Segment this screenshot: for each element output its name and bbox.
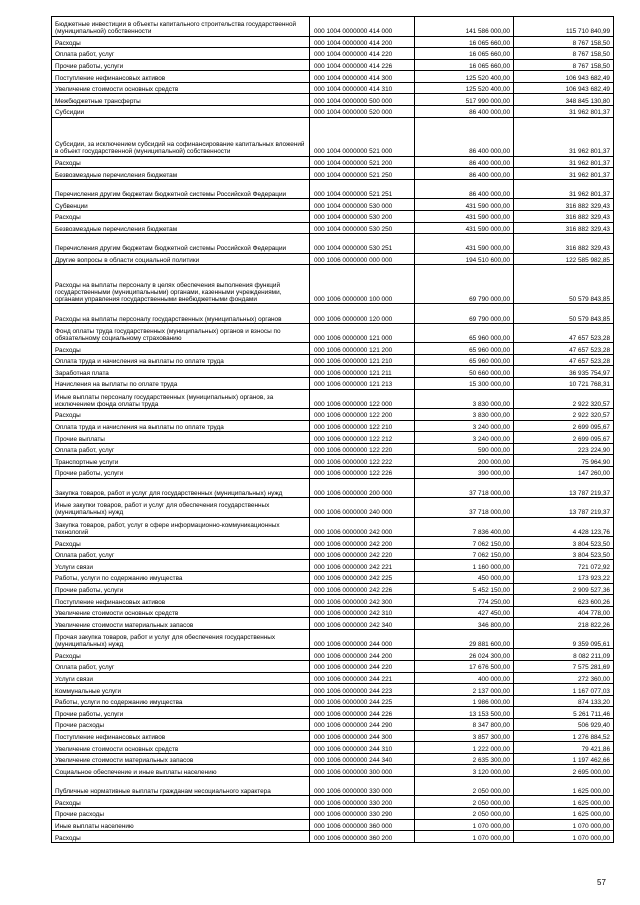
row-executed-amount: 1 276 884,52 <box>514 730 614 742</box>
row-approved-amount: 7 062 150,00 <box>415 537 514 549</box>
row-code: 000 1004 0000000 530 251 <box>310 234 415 254</box>
row-executed-amount: 47 657 523,28 <box>514 354 614 366</box>
row-name: Прочие работы, услуги <box>52 467 310 479</box>
table-row <box>52 168 614 180</box>
row-name: Перечисления другим бюджетам бюджетной системы Российской Федерации <box>52 234 310 254</box>
row-approved-amount: 37 718 000,00 <box>415 478 514 498</box>
row-name: Прочая закупка товаров, работ и услуг для обеспечения государственных (муниципальных) нужд <box>52 629 310 649</box>
row-executed-amount: 9 359 095,61 <box>514 629 614 649</box>
row-executed-amount: 13 787 219,37 <box>514 478 614 498</box>
row-executed-amount: 1 625 000,00 <box>514 776 614 796</box>
row-executed-amount: 2 699 095,67 <box>514 420 614 432</box>
table-row <box>52 467 614 479</box>
row-name: Расходы на выплаты персоналу государственных (муниципальных) органов <box>52 304 310 324</box>
row-code: 000 1006 0000000 120 000 <box>310 304 415 324</box>
row-code: 000 1006 0000000 200 000 <box>310 478 415 498</box>
row-executed-amount: 1 625 000,00 <box>514 808 614 820</box>
table-row <box>52 498 614 518</box>
row-name: Заработная плата <box>52 366 310 378</box>
row-code: 000 1004 0000000 414 200 <box>310 36 415 48</box>
row-approved-amount: 431 590 000,00 <box>415 199 514 211</box>
row-name: Увеличение стоимости материальных запасов <box>52 618 310 630</box>
row-code: 000 1006 0000000 121 200 <box>310 343 415 355</box>
row-approved-amount: 774 250,00 <box>415 595 514 607</box>
row-name: Начисления на выплаты по оплате труда <box>52 378 310 390</box>
row-name: Расходы <box>52 156 310 168</box>
row-approved-amount: 86 400 000,00 <box>415 106 514 118</box>
row-executed-amount: 3 804 523,50 <box>514 537 614 549</box>
row-executed-amount: 50 579 843,85 <box>514 304 614 324</box>
row-code: 000 1006 0000000 242 220 <box>310 548 415 560</box>
row-executed-amount: 47 657 523,28 <box>514 343 614 355</box>
table-row <box>52 548 614 560</box>
table-row <box>52 179 614 199</box>
row-executed-amount: 1 167 077,03 <box>514 684 614 696</box>
row-approved-amount: 125 520 400,00 <box>415 82 514 94</box>
row-name: Поступление нефинансовых активов <box>52 730 310 742</box>
row-approved-amount: 517 990 000,00 <box>415 94 514 106</box>
row-name: Увеличение стоимости основных средств <box>52 82 310 94</box>
row-executed-amount: 8 767 158,50 <box>514 36 614 48</box>
row-approved-amount: 29 881 600,00 <box>415 629 514 649</box>
table-row <box>52 117 614 156</box>
row-code: 000 1006 0000000 330 200 <box>310 796 415 808</box>
row-approved-amount: 3 120 000,00 <box>415 765 514 777</box>
row-approved-amount: 16 065 660,00 <box>415 36 514 48</box>
row-name: Расходы <box>52 409 310 421</box>
row-approved-amount: 50 660 000,00 <box>415 366 514 378</box>
row-executed-amount: 1 197 462,66 <box>514 753 614 765</box>
row-name: Безвозмездные перечисления бюджетам <box>52 222 310 234</box>
row-code: 000 1004 0000000 414 300 <box>310 71 415 83</box>
row-code: 000 1004 0000000 530 250 <box>310 222 415 234</box>
row-name: Прочие выплаты <box>52 432 310 444</box>
table-row <box>52 443 614 455</box>
row-name: Увеличение стоимости основных средств <box>52 742 310 754</box>
table-row <box>52 718 614 730</box>
row-executed-amount: 1 625 000,00 <box>514 796 614 808</box>
row-code: 000 1006 0000000 122 220 <box>310 443 415 455</box>
row-approved-amount: 8 347 800,00 <box>415 718 514 730</box>
row-name: Прочие расходы <box>52 718 310 730</box>
row-approved-amount: 13 153 500,00 <box>415 707 514 719</box>
row-code: 000 1006 0000000 244 000 <box>310 629 415 649</box>
table-row <box>52 730 614 742</box>
row-executed-amount: 218 822,26 <box>514 618 614 630</box>
row-code: 000 1006 0000000 242 300 <box>310 595 415 607</box>
row-executed-amount: 721 072,92 <box>514 560 614 572</box>
row-executed-amount: 2 699 095,67 <box>514 432 614 444</box>
row-name: Прочие работы, услуги <box>52 583 310 595</box>
row-name: Закупка товаров, работ и услуг для государственных (муниципальных) нужд <box>52 478 310 498</box>
row-approved-amount: 3 857 300,00 <box>415 730 514 742</box>
budget-execution-table <box>51 16 614 843</box>
row-code: 000 1006 0000000 121 213 <box>310 378 415 390</box>
row-approved-amount: 427 450,00 <box>415 606 514 618</box>
row-name: Субвенции <box>52 199 310 211</box>
row-approved-amount: 3 830 000,00 <box>415 389 514 409</box>
row-executed-amount: 2 922 320,57 <box>514 389 614 409</box>
table-row <box>52 808 614 820</box>
row-executed-amount: 106 943 682,49 <box>514 82 614 94</box>
row-code: 000 1004 0000000 521 200 <box>310 156 415 168</box>
row-approved-amount: 2 137 000,00 <box>415 684 514 696</box>
row-approved-amount: 125 520 400,00 <box>415 71 514 83</box>
row-code: 000 1006 0000000 330 290 <box>310 808 415 820</box>
row-code: 000 1006 0000000 122 200 <box>310 409 415 421</box>
table-row <box>52 618 614 630</box>
row-name: Фонд оплаты труда государственных (муниципальных) органов и взносы по обязательному социальному страхованию <box>52 323 310 343</box>
row-code: 000 1006 0000000 360 200 <box>310 831 415 843</box>
row-executed-amount: 147 260,00 <box>514 467 614 479</box>
row-code: 000 1006 0000000 242 310 <box>310 606 415 618</box>
table-row <box>52 210 614 222</box>
row-approved-amount: 1 070 000,00 <box>415 819 514 831</box>
row-code: 000 1004 0000000 414 000 <box>310 17 415 37</box>
row-name: Социальное обеспечение и иные выплаты населению <box>52 765 310 777</box>
row-executed-amount: 4 428 123,76 <box>514 517 614 537</box>
row-name: Субсидии, за исключением субсидий на софинансирование капитальных вложений в объект государственной (муниципальной) собственности <box>52 117 310 156</box>
row-approved-amount: 65 960 000,00 <box>415 354 514 366</box>
row-code: 000 1006 0000000 122 212 <box>310 432 415 444</box>
row-executed-amount: 173 923,22 <box>514 571 614 583</box>
row-name: Прочие работы, услуги <box>52 59 310 71</box>
row-name: Увеличение стоимости материальных запасов <box>52 753 310 765</box>
row-executed-amount: 316 882 329,43 <box>514 210 614 222</box>
row-code: 000 1006 0000000 240 000 <box>310 498 415 518</box>
row-code: 000 1004 0000000 521 250 <box>310 168 415 180</box>
row-code: 000 1004 0000000 521 251 <box>310 179 415 199</box>
row-executed-amount: 122 585 982,85 <box>514 253 614 265</box>
row-executed-amount: 50 579 843,85 <box>514 265 614 304</box>
row-name: Оплата работ, услуг <box>52 661 310 673</box>
row-name: Иные закупки товаров, работ и услуг для обеспечения государственных (муниципальных) нужд <box>52 498 310 518</box>
row-approved-amount: 65 960 000,00 <box>415 323 514 343</box>
table-row <box>52 629 614 649</box>
table-row <box>52 222 614 234</box>
row-approved-amount: 17 676 500,00 <box>415 661 514 673</box>
row-name: Оплата работ, услуг <box>52 548 310 560</box>
row-name: Иные выплаты населению <box>52 819 310 831</box>
row-executed-amount: 31 962 801,37 <box>514 179 614 199</box>
table-row <box>52 684 614 696</box>
row-approved-amount: 194 510 600,00 <box>415 253 514 265</box>
row-approved-amount: 390 000,00 <box>415 467 514 479</box>
row-approved-amount: 86 400 000,00 <box>415 168 514 180</box>
row-code: 000 1004 0000000 414 310 <box>310 82 415 94</box>
table-row <box>52 234 614 254</box>
row-code: 000 1006 0000000 100 000 <box>310 265 415 304</box>
row-name: Оплата работ, услуг <box>52 443 310 455</box>
row-approved-amount: 86 400 000,00 <box>415 179 514 199</box>
row-approved-amount: 26 024 300,00 <box>415 649 514 661</box>
table-row <box>52 478 614 498</box>
row-executed-amount: 31 962 801,37 <box>514 168 614 180</box>
row-code: 000 1006 0000000 244 300 <box>310 730 415 742</box>
row-code: 000 1004 0000000 521 000 <box>310 117 415 156</box>
table-row <box>52 595 614 607</box>
table-row <box>52 82 614 94</box>
table-row <box>52 765 614 777</box>
row-executed-amount: 31 962 801,37 <box>514 156 614 168</box>
row-name: Прочие работы, услуги <box>52 707 310 719</box>
table-row <box>52 672 614 684</box>
table-row <box>52 455 614 467</box>
row-name: Публичные нормативные выплаты гражданам несоциального характера <box>52 776 310 796</box>
row-name: Межбюджетные трансферты <box>52 94 310 106</box>
page-number: 57 <box>597 878 606 887</box>
table-row <box>52 649 614 661</box>
table-row <box>52 420 614 432</box>
row-name: Коммунальные услуги <box>52 684 310 696</box>
row-name: Работы, услуги по содержанию имущества <box>52 571 310 583</box>
row-name: Прочие расходы <box>52 808 310 820</box>
table-row <box>52 695 614 707</box>
budget-table-body <box>52 17 614 843</box>
row-executed-amount: 75 964,90 <box>514 455 614 467</box>
row-name: Оплата труда и начисления на выплаты по оплате труда <box>52 354 310 366</box>
row-approved-amount: 15 300 000,00 <box>415 378 514 390</box>
row-approved-amount: 69 790 000,00 <box>415 304 514 324</box>
table-row <box>52 537 614 549</box>
row-code: 000 1006 0000000 244 225 <box>310 695 415 707</box>
row-code: 000 1006 0000000 244 340 <box>310 753 415 765</box>
row-name: Безвозмездные перечисления бюджетам <box>52 168 310 180</box>
row-name: Закупка товаров, работ, услуг в сфере информационно-коммуникационных технологий <box>52 517 310 537</box>
row-name: Увеличение стоимости основных средств <box>52 606 310 618</box>
row-executed-amount: 36 935 754,97 <box>514 366 614 378</box>
row-approved-amount: 590 000,00 <box>415 443 514 455</box>
row-name: Расходы <box>52 537 310 549</box>
row-approved-amount: 2 050 000,00 <box>415 776 514 796</box>
table-row <box>52 409 614 421</box>
row-executed-amount: 223 224,90 <box>514 443 614 455</box>
table-row <box>52 106 614 118</box>
row-executed-amount: 2 909 527,36 <box>514 583 614 595</box>
row-code: 000 1006 0000000 122 226 <box>310 467 415 479</box>
row-executed-amount: 874 133,20 <box>514 695 614 707</box>
row-code: 000 1004 0000000 520 000 <box>310 106 415 118</box>
table-row <box>52 819 614 831</box>
row-code: 000 1006 0000000 242 000 <box>310 517 415 537</box>
row-approved-amount: 2 635 300,00 <box>415 753 514 765</box>
row-executed-amount: 8 082 211,09 <box>514 649 614 661</box>
row-code: 000 1006 0000000 330 000 <box>310 776 415 796</box>
row-approved-amount: 16 065 660,00 <box>415 48 514 60</box>
table-row <box>52 48 614 60</box>
table-row <box>52 432 614 444</box>
table-row <box>52 36 614 48</box>
row-approved-amount: 2 050 000,00 <box>415 808 514 820</box>
row-approved-amount: 3 240 000,00 <box>415 432 514 444</box>
table-row <box>52 366 614 378</box>
table-row <box>52 156 614 168</box>
table-row <box>52 776 614 796</box>
table-row <box>52 831 614 843</box>
row-executed-amount: 106 943 682,49 <box>514 71 614 83</box>
row-approved-amount: 7 062 150,00 <box>415 548 514 560</box>
row-name: Иные выплаты персоналу государственных (муниципальных) органов, за исключением фонда оплаты труда <box>52 389 310 409</box>
table-row <box>52 707 614 719</box>
row-executed-amount: 31 962 801,37 <box>514 106 614 118</box>
row-name: Бюджетные инвестиции в объекты капитального строительства государственной (муниципальной) собственности <box>52 17 310 37</box>
row-name: Услуги связи <box>52 672 310 684</box>
row-executed-amount: 2 922 320,57 <box>514 409 614 421</box>
row-name: Транспортные услуги <box>52 455 310 467</box>
row-code: 000 1004 0000000 414 226 <box>310 59 415 71</box>
row-code: 000 1006 0000000 360 000 <box>310 819 415 831</box>
row-approved-amount: 200 000,00 <box>415 455 514 467</box>
row-code: 000 1006 0000000 121 211 <box>310 366 415 378</box>
row-code: 000 1006 0000000 000 000 <box>310 253 415 265</box>
table-row <box>52 265 614 304</box>
row-name: Расходы <box>52 343 310 355</box>
table-row <box>52 571 614 583</box>
row-name: Услуги связи <box>52 560 310 572</box>
row-name: Расходы <box>52 796 310 808</box>
row-executed-amount: 1 070 000,00 <box>514 831 614 843</box>
row-name: Перечисления другим бюджетам бюджетной системы Российской Федерации <box>52 179 310 199</box>
row-executed-amount: 404 778,00 <box>514 606 614 618</box>
table-row <box>52 253 614 265</box>
row-code: 000 1006 0000000 244 221 <box>310 672 415 684</box>
table-row <box>52 389 614 409</box>
row-executed-amount: 5 261 711,46 <box>514 707 614 719</box>
row-executed-amount: 506 929,40 <box>514 718 614 730</box>
row-approved-amount: 346 800,00 <box>415 618 514 630</box>
row-code: 000 1006 0000000 244 200 <box>310 649 415 661</box>
table-row <box>52 354 614 366</box>
row-approved-amount: 2 050 000,00 <box>415 796 514 808</box>
table-row <box>52 517 614 537</box>
row-approved-amount: 1 070 000,00 <box>415 831 514 843</box>
row-name: Субсидии <box>52 106 310 118</box>
table-row <box>52 94 614 106</box>
row-code: 000 1006 0000000 122 000 <box>310 389 415 409</box>
row-code: 000 1006 0000000 244 220 <box>310 661 415 673</box>
row-executed-amount: 3 804 523,50 <box>514 548 614 560</box>
row-code: 000 1006 0000000 242 200 <box>310 537 415 549</box>
row-code: 000 1006 0000000 242 221 <box>310 560 415 572</box>
row-executed-amount: 8 767 158,50 <box>514 48 614 60</box>
row-code: 000 1006 0000000 122 222 <box>310 455 415 467</box>
row-approved-amount: 141 586 000,00 <box>415 17 514 37</box>
row-approved-amount: 431 590 000,00 <box>415 210 514 222</box>
row-code: 000 1006 0000000 122 210 <box>310 420 415 432</box>
row-code: 000 1006 0000000 242 225 <box>310 571 415 583</box>
row-approved-amount: 65 960 000,00 <box>415 343 514 355</box>
row-code: 000 1004 0000000 530 000 <box>310 199 415 211</box>
row-code: 000 1006 0000000 244 223 <box>310 684 415 696</box>
table-row <box>52 71 614 83</box>
row-executed-amount: 31 962 801,37 <box>514 117 614 156</box>
row-executed-amount: 272 360,00 <box>514 672 614 684</box>
row-name: Другие вопросы в области социальной политики <box>52 253 310 265</box>
row-approved-amount: 37 718 000,00 <box>415 498 514 518</box>
row-approved-amount: 431 590 000,00 <box>415 234 514 254</box>
row-approved-amount: 1 222 000,00 <box>415 742 514 754</box>
row-approved-amount: 3 830 000,00 <box>415 409 514 421</box>
row-executed-amount: 8 767 158,50 <box>514 59 614 71</box>
row-approved-amount: 16 065 660,00 <box>415 59 514 71</box>
row-code: 000 1006 0000000 121 210 <box>310 354 415 366</box>
row-name: Расходы <box>52 36 310 48</box>
row-name: Поступление нефинансовых активов <box>52 595 310 607</box>
row-executed-amount: 47 657 523,28 <box>514 323 614 343</box>
table-row <box>52 742 614 754</box>
row-approved-amount: 400 000,00 <box>415 672 514 684</box>
row-executed-amount: 13 787 219,37 <box>514 498 614 518</box>
row-approved-amount: 431 590 000,00 <box>415 222 514 234</box>
row-approved-amount: 69 790 000,00 <box>415 265 514 304</box>
table-row <box>52 59 614 71</box>
row-approved-amount: 86 400 000,00 <box>415 117 514 156</box>
row-code: 000 1004 0000000 500 000 <box>310 94 415 106</box>
row-name: Поступление нефинансовых активов <box>52 71 310 83</box>
row-executed-amount: 623 600,26 <box>514 595 614 607</box>
row-executed-amount: 348 845 130,80 <box>514 94 614 106</box>
table-row <box>52 378 614 390</box>
row-code: 000 1006 0000000 242 226 <box>310 583 415 595</box>
row-approved-amount: 1 160 000,00 <box>415 560 514 572</box>
row-code: 000 1006 0000000 242 340 <box>310 618 415 630</box>
row-code: 000 1006 0000000 244 310 <box>310 742 415 754</box>
row-code: 000 1006 0000000 121 000 <box>310 323 415 343</box>
row-executed-amount: 2 695 000,00 <box>514 765 614 777</box>
table-row <box>52 583 614 595</box>
row-code: 000 1006 0000000 300 000 <box>310 765 415 777</box>
row-executed-amount: 1 070 000,00 <box>514 819 614 831</box>
row-name: Работы, услуги по содержанию имущества <box>52 695 310 707</box>
row-executed-amount: 316 882 329,43 <box>514 222 614 234</box>
row-approved-amount: 86 400 000,00 <box>415 156 514 168</box>
row-code: 000 1004 0000000 530 200 <box>310 210 415 222</box>
row-name: Расходы на выплаты персоналу в целях обеспечения выполнения функций государственными (муниципальными) органами, казенными учреждениями, органами управления государственными внебюджетными фондами <box>52 265 310 304</box>
table-row <box>52 796 614 808</box>
table-row <box>52 323 614 343</box>
row-executed-amount: 115 710 840,99 <box>514 17 614 37</box>
row-code: 000 1006 0000000 244 290 <box>310 718 415 730</box>
table-row <box>52 304 614 324</box>
row-executed-amount: 316 882 329,43 <box>514 199 614 211</box>
row-approved-amount: 7 836 400,00 <box>415 517 514 537</box>
row-approved-amount: 1 986 000,00 <box>415 695 514 707</box>
row-code: 000 1006 0000000 244 226 <box>310 707 415 719</box>
table-row <box>52 343 614 355</box>
table-row <box>52 606 614 618</box>
row-name: Оплата работ, услуг <box>52 48 310 60</box>
row-name: Оплата труда и начисления на выплаты по оплате труда <box>52 420 310 432</box>
row-name: Расходы <box>52 649 310 661</box>
row-executed-amount: 79 421,86 <box>514 742 614 754</box>
row-code: 000 1004 0000000 414 220 <box>310 48 415 60</box>
row-executed-amount: 316 882 329,43 <box>514 234 614 254</box>
row-approved-amount: 3 240 000,00 <box>415 420 514 432</box>
row-name: Расходы <box>52 831 310 843</box>
table-row <box>52 199 614 211</box>
row-approved-amount: 5 452 150,00 <box>415 583 514 595</box>
row-approved-amount: 450 000,00 <box>415 571 514 583</box>
row-executed-amount: 7 575 281,69 <box>514 661 614 673</box>
table-row <box>52 661 614 673</box>
table-row <box>52 17 614 37</box>
row-name: Расходы <box>52 210 310 222</box>
table-row <box>52 560 614 572</box>
table-row <box>52 753 614 765</box>
row-executed-amount: 10 721 768,31 <box>514 378 614 390</box>
